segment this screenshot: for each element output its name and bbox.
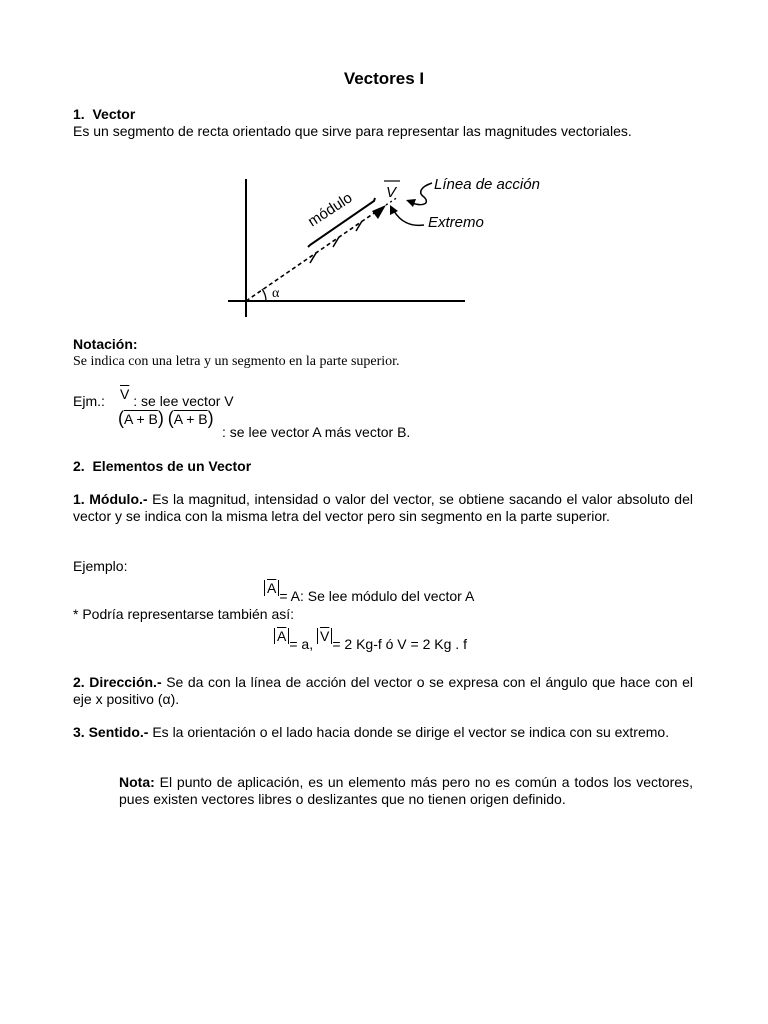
section-2-number: 2. xyxy=(73,458,85,474)
notation-text: Se indica con una letra y un segmento en la parte superior. xyxy=(73,354,400,369)
pointer-arrowhead xyxy=(390,205,398,215)
nota-text: El punto de aplicación, es un elemento más pero no es común a todos los vectores, pues existen vectores libres o deslizantes que no tienen origen definido. xyxy=(119,774,693,807)
modulo-paragraph xyxy=(73,491,693,525)
vector-definition: Es un segmento de recta orientado que sirve para representar las magnitudes vectoriales. xyxy=(73,123,632,139)
vector-diagram xyxy=(200,165,560,325)
vector-v-symbol: $\overline{V}$ xyxy=(120,386,130,402)
vector-sum-symbol: A + B xyxy=(173,411,208,427)
modulo-formula-2 xyxy=(274,628,467,652)
sentido-label: 3. Sentido.- xyxy=(73,724,149,740)
section-2-heading xyxy=(73,458,251,475)
section-2-title: Elementos de un Vector xyxy=(92,458,252,474)
formula-2-text-v: = 2 Kg-f ó V = 2 Kg . f xyxy=(332,636,467,652)
section-1-heading xyxy=(73,106,135,123)
nota-paragraph xyxy=(119,774,693,808)
direccion-paragraph xyxy=(73,674,693,708)
vector-tick xyxy=(333,237,339,247)
modulo-alt-text: * Podría representarse también así: xyxy=(73,606,295,622)
vector-arrowhead xyxy=(372,205,386,219)
notation-heading: Notación: xyxy=(73,336,138,352)
vector-tick xyxy=(310,253,316,263)
module-label: módulo xyxy=(304,189,356,231)
sentido-text: Es la orientación o el lado hacia donde se dirige el vector se indica con su extremo. xyxy=(152,724,670,740)
vector-a-symbol: $\overline{A}$ xyxy=(277,628,287,644)
line-of-action-label: Línea de acción xyxy=(434,176,540,193)
modulo-formula-1 xyxy=(264,580,475,604)
angle-label: α xyxy=(272,286,280,301)
modulo-text: Es la magnitud, intensidad o valor del vector, se obtiene sacando el valor absoluto del vector y se indica con la misma letra del vector pero sin segmento en la parte superior. xyxy=(73,491,693,524)
angle-arc xyxy=(262,289,266,301)
modulo-example-label: Ejemplo: xyxy=(73,558,128,574)
vector-v-symbol: $\overline{V}$ xyxy=(319,628,330,644)
notation-example-2: (A + B) (A + B) xyxy=(118,408,214,428)
example-1-text: : se lee vector V xyxy=(133,393,234,409)
vector-a-symbol: $\overline{A}$ xyxy=(267,580,277,596)
notation-example-1 xyxy=(120,386,234,409)
extremo-pointer xyxy=(394,211,424,225)
pointer-arrowhead xyxy=(406,199,416,207)
formula-2-text-a: = a, xyxy=(289,636,314,652)
section-1-title: Vector xyxy=(92,106,136,122)
direccion-text: Se da con la línea de acción del vector o se expresa con el ángulo que hace con el eje x positivo (α). xyxy=(73,674,693,707)
notation-example-prefix: Ejm.: xyxy=(73,393,105,409)
example-2-text: : se lee vector A más vector B. xyxy=(222,424,411,440)
direccion-label: 2. Dirección.- xyxy=(73,674,162,690)
sentido-paragraph xyxy=(73,724,693,741)
vector-sum-symbol: A + B xyxy=(124,411,158,427)
vector-tick xyxy=(356,221,362,231)
section-1-number: 1. xyxy=(73,106,85,122)
page-title: Vectores I xyxy=(343,69,425,88)
nota-label: Nota: xyxy=(119,774,155,790)
extremo-label: Extremo xyxy=(428,214,484,231)
vector-label: V xyxy=(386,184,397,201)
modulo-label: 1. Módulo.- xyxy=(73,491,148,507)
formula-1-text: = A: Se lee módulo del vector A xyxy=(279,588,475,604)
